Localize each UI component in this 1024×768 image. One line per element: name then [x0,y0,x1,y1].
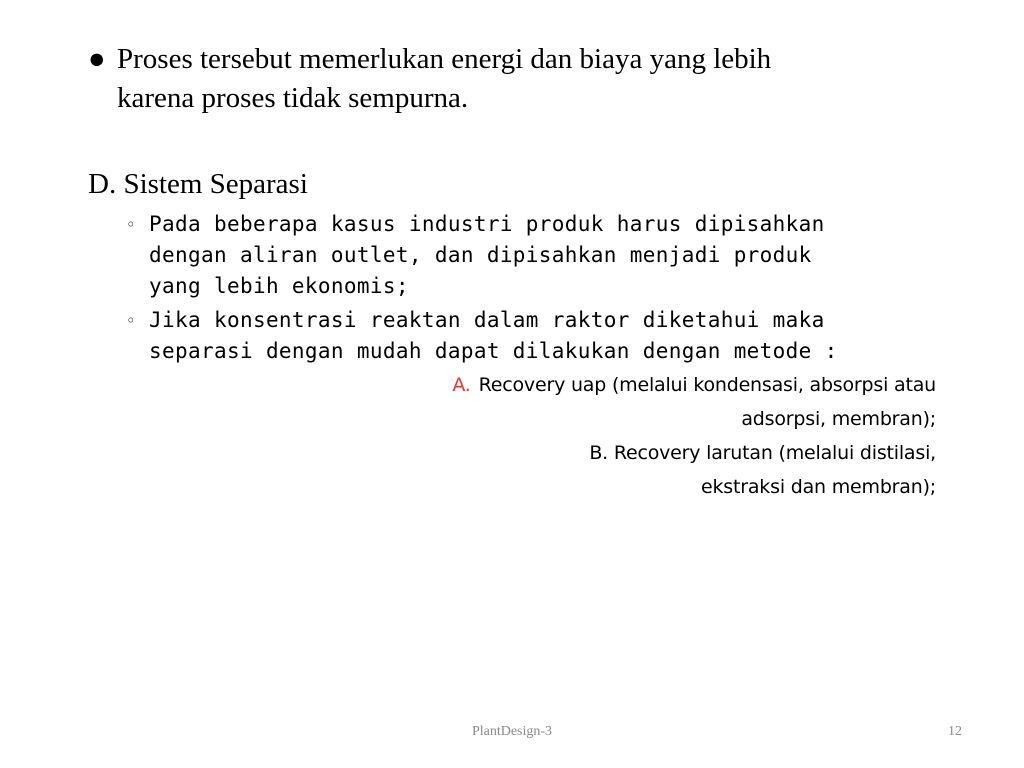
bullet-line-1: Proses tersebut memerlukan energi dan biaya yang lebih [117,43,772,75]
sub-bullet-line: yang lebih ekonomis; [149,274,409,298]
sub-bullet-line: Pada beberapa kasus industri produk harus dipisahkan [149,212,825,236]
bullet-item [88,40,938,118]
ring-bullet-icon: ◦ [126,311,136,330]
recovery-a-line-1 [376,368,936,402]
recovery-b-line-2: ekstraksi dan membran); [701,476,936,498]
sub-bullet-item [126,209,946,302]
page-number: 12 [948,724,962,739]
footer-title: PlantDesign-3 [471,724,553,739]
section-heading: D. Sistem Separasi [88,168,308,200]
recovery-a-text: Recovery uap (melalui kondensasi, absorpsi atau [478,374,936,396]
bullet-line-2: karena proses tidak sempurna. [117,82,469,114]
recovery-b-line-1: B. Recovery larutan (melalui distilasi, [589,442,936,464]
recovery-a-letter: A. [452,374,471,396]
sub-bullet-line: separasi dengan mudah dapat dilakukan dengan metode : [149,339,838,363]
recovery-list [376,368,936,504]
ring-bullet-icon: ◦ [126,215,136,234]
bullet-text [117,40,938,118]
sub-bullet-line: dengan aliran outlet, dan dipisahkan menjadi produk [149,243,812,267]
recovery-a-line-2: adsorpsi, membran); [741,408,936,430]
sub-bullet-list [126,209,946,370]
sub-bullet-item [126,305,946,367]
sub-bullet-line: Jika konsentrasi reaktan dalam raktor diketahui maka [149,308,825,332]
bullet-icon: ● [88,43,106,75]
